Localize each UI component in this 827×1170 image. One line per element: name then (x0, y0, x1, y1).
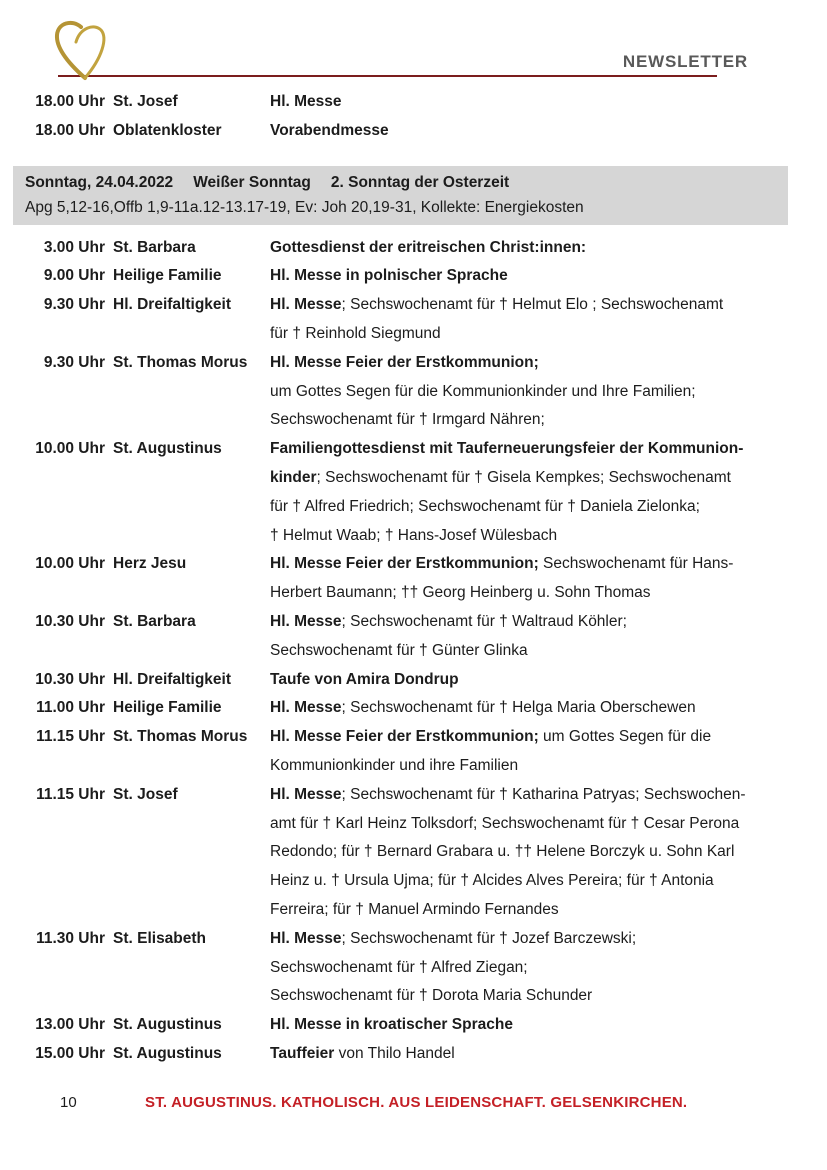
mass-location: St. Augustinus (113, 1044, 222, 1062)
mass-time: 13.00 Uhr (35, 1016, 105, 1034)
mass-location: Hl. Dreifaltigkeit (113, 296, 231, 314)
description-line (270, 838, 827, 867)
schedule-row (25, 781, 827, 925)
mass-location: St. Barbara (113, 238, 196, 256)
description-line (270, 579, 827, 608)
description-bold-segment: Hl. Messe (270, 296, 342, 314)
mass-time: 11.00 Uhr (36, 699, 105, 717)
mass-time: 9.30 Uhr (43, 296, 105, 314)
description-segment: um Gottes Segen für die (538, 728, 712, 746)
description-line (270, 925, 827, 954)
description-bold-segment: Gottesdienst der eritreischen Christ:innen: (270, 238, 587, 256)
mass-location: Heilige Familie (113, 699, 222, 717)
description-segment: um Gottes Segen für die Kommunionkinder und Ihre Familien; (270, 382, 696, 400)
mass-description (270, 1011, 827, 1040)
description-line (270, 810, 827, 839)
description-line (270, 637, 827, 666)
schedule-row (25, 723, 827, 781)
mass-description (270, 666, 827, 695)
description-line (270, 694, 827, 723)
schedule-row (25, 88, 827, 117)
page-footer (60, 1093, 827, 1113)
mass-description (270, 608, 827, 666)
mass-time: 3.00 Uhr (43, 238, 105, 256)
schedule-row (25, 291, 827, 349)
description-bold-segment: Hl. Messe (270, 929, 342, 947)
description-segment: von Thilo Handel (334, 1044, 455, 1062)
description-line (270, 349, 827, 378)
mass-time: 11.15 Uhr (36, 785, 105, 803)
mass-time: 11.30 Uhr (36, 929, 105, 947)
schedule-row (25, 1011, 827, 1040)
description-segment: ; Sechswochenamt für † Helga Maria Oberschewen (341, 699, 696, 717)
mass-location: Oblatenkloster (113, 121, 222, 139)
mass-location: St. Josef (113, 93, 178, 110)
description-line (270, 262, 827, 291)
mass-location: St. Thomas Morus (113, 728, 248, 746)
description-bold-segment: Taufe von Amira Dondrup (270, 670, 459, 688)
description-line (270, 234, 827, 263)
description-line (270, 723, 827, 752)
schedule-row (25, 925, 827, 1011)
description-bold-segment: Hl. Messe Feier der Erstkommunion; (270, 353, 539, 371)
mass-description (270, 694, 827, 723)
mass-location: St. Josef (113, 785, 178, 803)
description-segment: ; Sechswochenamt für † Gisela Kempkes; Sechswochenamt (316, 468, 731, 486)
description-segment: Herbert Baumann; †† Georg Heinberg u. Sohn Thomas (270, 584, 651, 602)
description-line (270, 781, 827, 810)
mass-description (270, 550, 827, 608)
mass-location: Heilige Familie (113, 267, 222, 285)
day-banner-readings: Apg 5,12-16,Offb 1,9-11a.12-13.17-19, Ev: Joh 20,19-31, Kollekte: Energiekosten (25, 198, 584, 216)
description-segment: Sechswochenamt für † Dorota Maria Schunder (270, 987, 593, 1005)
description-bold-segment: Hl. Messe in kroatischer Sprache (270, 1016, 513, 1034)
day-banner-title-part: 2. Sonntag der Osterzeit (330, 173, 510, 191)
description-line (270, 435, 827, 464)
parish-motto: ST. AUGUSTINUS. KATHOLISCH. AUS LEIDENSCHAFT. GELSENKIRCHEN. (145, 1093, 688, 1111)
description-line (270, 1011, 827, 1040)
day-banner (13, 166, 788, 225)
description-line (270, 550, 827, 579)
mass-description (270, 234, 827, 263)
description-bold-segment: Hl. Messe in polnischer Sprache (270, 267, 508, 285)
description-line (270, 464, 827, 493)
description-bold-segment: Hl. Messe Feier der Erstkommunion; (270, 728, 539, 746)
mass-location: St. Thomas Morus (113, 353, 248, 371)
description-bold-segment: Hl. Messe (270, 785, 342, 803)
description-segment: Sechswochenamt für † Alfred Ziegan; (270, 958, 528, 976)
mass-time: 9.00 Uhr (43, 267, 105, 285)
mass-description (270, 117, 827, 146)
heart-logo-icon (50, 20, 110, 82)
day-banner-title-part: Sonntag, 24.04.2022 (25, 173, 174, 191)
description-segment: für † Reinhold Siegmund (270, 324, 441, 342)
description-segment: ; Sechswochenamt für † Katharina Patryas; Sechswochen- (341, 785, 746, 803)
description-line (270, 88, 827, 117)
mass-time: 15.00 Uhr (35, 1044, 105, 1062)
day-banner-title (25, 170, 788, 195)
description-line (270, 608, 827, 637)
mass-description (270, 262, 827, 291)
description-line (270, 378, 827, 407)
description-line (270, 320, 827, 349)
mass-time: 10.30 Uhr (35, 612, 105, 630)
mass-description (270, 925, 827, 1011)
schedule-row (25, 608, 827, 666)
description-line (270, 406, 827, 435)
description-bold-segment: Hl. Messe Feier der Erstkommunion; (270, 555, 539, 573)
description-bold-segment: Vorabendmesse (270, 121, 389, 139)
vigil-mass-rows (0, 88, 827, 146)
schedule-row (25, 666, 827, 695)
description-segment: Ferreira; für † Manuel Armindo Fernandes (270, 900, 559, 918)
mass-description (270, 291, 827, 349)
description-segment: † Helmut Waab; † Hans-Josef Wülesbach (270, 526, 558, 544)
page-number: 10 (60, 1093, 77, 1111)
description-segment: amt für † Karl Heinz Tolksdorf; Sechswochenamt für † Cesar Perona (270, 814, 740, 832)
schedule-row (25, 694, 827, 723)
description-bold-segment: kinder (270, 468, 317, 486)
mass-location: Hl. Dreifaltigkeit (113, 670, 231, 688)
description-line (270, 493, 827, 522)
schedule-row (25, 435, 827, 550)
description-segment: Heinz u. † Ursula Ujma; für † Alcides Alves Pereira; für † Antonia (270, 872, 714, 890)
mass-description (270, 723, 827, 781)
description-segment: ; Sechswochenamt für † Jozef Barczewski; (341, 929, 637, 947)
description-bold-segment: Tauffeier (270, 1044, 335, 1062)
description-segment: Redondo; für † Bernard Grabara u. †† Helene Borczyk u. Sohn Karl (270, 843, 735, 861)
description-line (270, 117, 827, 146)
description-segment: ; Sechswochenamt für † Waltraud Köhler; (341, 612, 627, 630)
mass-time: 9.30 Uhr (43, 353, 105, 371)
description-line (270, 896, 827, 925)
description-segment: Sechswochenamt für † Günter Glinka (270, 641, 528, 659)
day-banner-title-part: Weißer Sonntag (193, 173, 311, 191)
description-segment: ; Sechswochenamt für † Helmut Elo ; Sechswochenamt (341, 296, 724, 314)
description-segment: Sechswochenamt für † Irmgard Nähren; (270, 411, 545, 429)
newsletter-title: NEWSLETTER (622, 52, 748, 71)
schedule-row (25, 234, 827, 263)
description-line (270, 666, 827, 695)
mass-location: Herz Jesu (113, 555, 187, 573)
mass-time: 10.00 Uhr (35, 440, 105, 458)
description-bold-segment: Hl. Messe (270, 699, 342, 717)
mass-description (270, 781, 827, 925)
header-rule (58, 75, 717, 77)
description-segment: Sechswochenamt für Hans- (538, 555, 734, 573)
schedule-row (25, 349, 827, 435)
description-segment: Kommunionkinder und ihre Familien (270, 756, 519, 774)
schedule-row (25, 550, 827, 608)
description-segment: für † Alfred Friedrich; Sechswochenamt für † Daniela Zielonka; (270, 497, 700, 515)
mass-description (270, 349, 827, 435)
description-line (270, 291, 827, 320)
mass-location: St. Augustinus (113, 1016, 222, 1034)
description-line (270, 954, 827, 983)
mass-time: 11.15 Uhr (36, 728, 105, 746)
mass-location: St. Barbara (113, 612, 196, 630)
schedule-row (25, 262, 827, 291)
mass-time: 10.00 Uhr (35, 555, 105, 573)
mass-description (270, 88, 827, 117)
mass-description (270, 1040, 827, 1069)
mass-description (270, 435, 827, 550)
description-line (270, 522, 827, 551)
description-line (270, 1040, 827, 1069)
schedule-row (25, 1040, 827, 1069)
mass-schedule (0, 234, 827, 1069)
description-bold-segment: Familiengottesdienst mit Tauferneuerungsfeier der Kommunion- (270, 440, 744, 458)
mass-location: St. Elisabeth (113, 929, 207, 947)
description-bold-segment: Hl. Messe (270, 93, 342, 110)
schedule-row (25, 117, 827, 146)
description-line (270, 867, 827, 896)
description-line (270, 982, 827, 1011)
mass-time: 18.00 Uhr (35, 121, 105, 139)
mass-time: 18.00 Uhr (35, 93, 105, 110)
mass-time: 10.30 Uhr (35, 670, 105, 688)
description-bold-segment: Hl. Messe (270, 612, 342, 630)
page-header (0, 0, 827, 88)
mass-location: St. Augustinus (113, 440, 222, 458)
description-line (270, 752, 827, 781)
